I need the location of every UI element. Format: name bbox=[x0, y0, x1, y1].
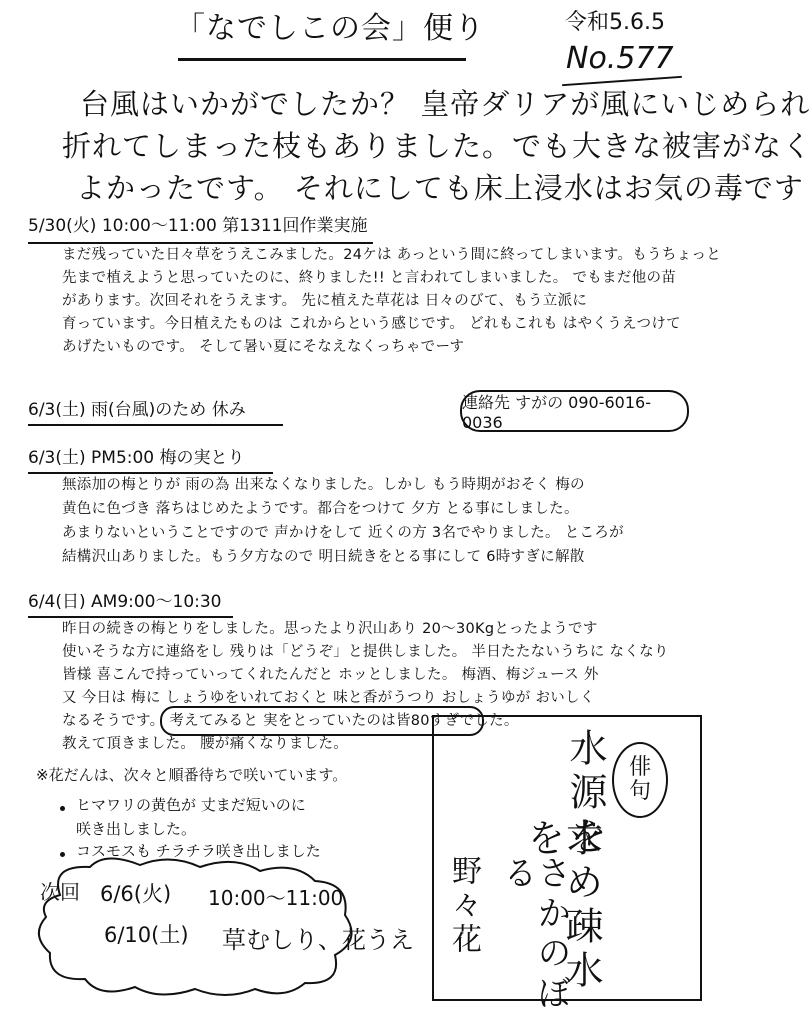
body-line: 皆様 喜こんで持っていってくれたんだと ホッとしました。 梅酒、梅ジュース 外 bbox=[62, 667, 599, 683]
body-line: 育っています。今日植えたものは これからという感じです。 どれもこれも はやくうえつけて bbox=[62, 316, 681, 332]
flower-item: コスモスも チラチラ咲き出しました bbox=[76, 842, 321, 860]
intro-line: よかったです。 それにしても床上浸水はお気の毒です bbox=[76, 171, 804, 205]
contact-info: 連絡先 すがの 090-6016-0036 bbox=[460, 390, 689, 432]
next-date-2: 6/10(土) bbox=[104, 923, 189, 947]
next-date-1: 6/6(火) bbox=[100, 882, 172, 906]
haiku-line: 求め疎水を bbox=[521, 818, 603, 994]
next-meeting-label: 次回 bbox=[40, 880, 80, 904]
body-line: 教えて頂きました。 腰が痛くなりました。 bbox=[62, 736, 349, 752]
next-task: 草むしり、花うえ bbox=[222, 926, 414, 954]
haiku-badge bbox=[612, 742, 668, 818]
body-line: 結構沢山ありました。もう夕方なので 明日続きをとる事にして 6時すぎに解散 bbox=[62, 549, 585, 565]
body-line: があります。次回それをうえます。 先に植えた草花は 日々のびて、もう立派に bbox=[62, 293, 588, 309]
bullet-dot bbox=[60, 806, 65, 811]
body-line: 先まで植えようと思っていたのに、終りました!! と言われてしまいました。 でもまだ他の苗 bbox=[62, 270, 677, 286]
flower-note: ※花だんは、次々と順番待ちで咲いています。 bbox=[36, 766, 348, 784]
body-line: 又 今日は 梅に しょうゆをいれておくと 味と香がうつり おしょうゆが おいしく bbox=[62, 690, 595, 706]
haiku-line: 水源を bbox=[563, 728, 607, 860]
heading-underline bbox=[28, 616, 233, 618]
section-heading: 6/3(土) 雨(台風)のため 休み bbox=[28, 400, 246, 420]
flower-item: 咲き出しました。 bbox=[76, 820, 197, 838]
newsletter-title: 「なでしこの会」便り bbox=[175, 11, 485, 46]
haiku-line: さかのぼる bbox=[497, 855, 571, 1015]
section-heading: 6/3(土) PM5:00 梅の実とり bbox=[28, 448, 245, 468]
body-line: 黄色に色づき 落ちはじめたようです。都合をつけて 夕方 とる事にしました。 bbox=[62, 501, 579, 517]
body-line: あまりないということですので 声かけをして 近くの方 3名でやりました。 ところが bbox=[62, 525, 624, 541]
title-underline bbox=[178, 58, 466, 61]
body-line: あげたいものです。 そして暑い夏にそなえなくっちゃでーす bbox=[62, 339, 465, 355]
issue-underline bbox=[562, 76, 682, 86]
flower-item: ヒマワリの黄色が 丈まだ短いのに bbox=[76, 796, 306, 814]
body-line: 昨日の続きの梅とりをしました。思ったより沢山あり 20〜30Kgとったようです bbox=[62, 621, 598, 637]
haiku-author: 野々花 bbox=[446, 855, 481, 957]
section-heading: 6/4(日) AM9:00〜10:30 bbox=[28, 592, 222, 612]
heading-underline bbox=[28, 242, 373, 244]
haiku-badge-top: 俳 bbox=[628, 754, 651, 780]
intro-line: 台風はいかがでしたか？ 皇帝ダリアが風にいじめられ bbox=[80, 87, 811, 121]
haiku-badge-bottom: 句 bbox=[628, 779, 651, 804]
issue-number: No.577 bbox=[566, 41, 674, 76]
intro-line: 折れてしまった枝もありました。でも大きな被害がなく bbox=[62, 129, 812, 163]
heading-underline bbox=[28, 424, 283, 426]
section-heading: 5/30(火) 10:00〜11:00 第1311回作業実施 bbox=[28, 216, 368, 236]
body-line: まだ残っていた日々草をうえこみました。24ケは あっという間に終ってしまいます。もうちょっと bbox=[62, 247, 722, 263]
next-time: 10:00〜11:00 bbox=[208, 886, 344, 910]
issue-date: 令和5.6.5 bbox=[565, 10, 665, 35]
body-line: 使いそうな方に連絡をし 残りは「どうぞ」と提供しました。 半日たたないうちに なくなり bbox=[62, 644, 669, 660]
body-line: 無添加の梅とりが 雨の為 出来なくなりました。しかし もう時期がおそく 梅の bbox=[62, 477, 585, 493]
body-line: なるそうです。 考えてみると 実をとっていたのは皆80すぎでした。 bbox=[62, 713, 519, 729]
heading-underline bbox=[28, 472, 273, 474]
